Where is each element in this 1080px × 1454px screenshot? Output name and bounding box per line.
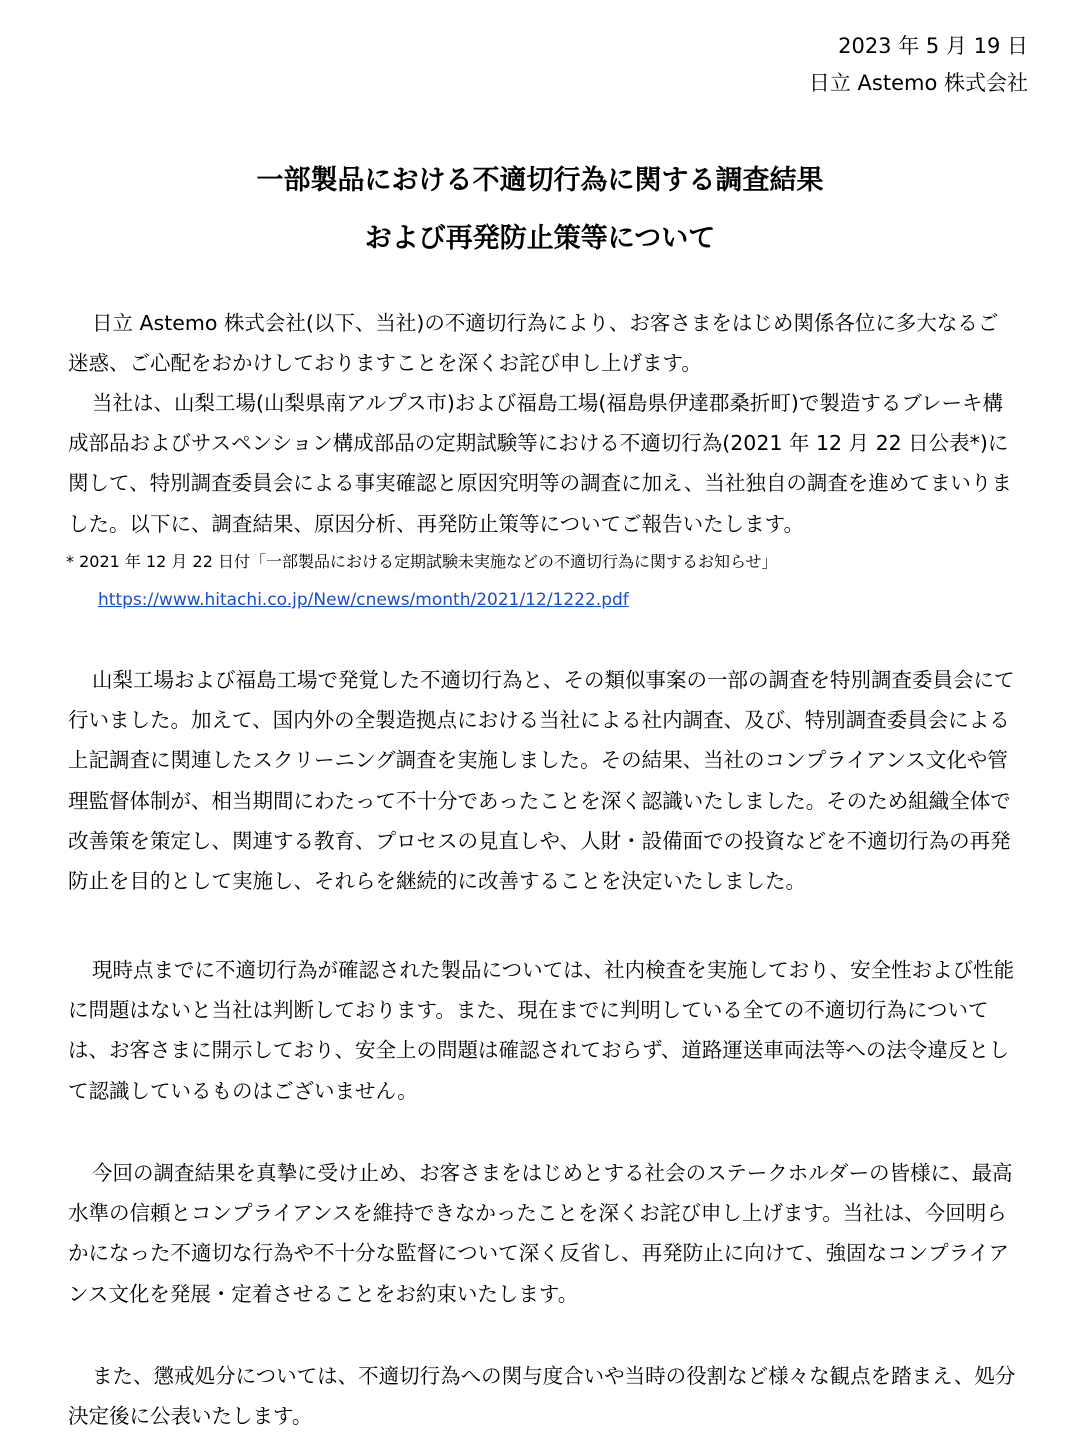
header-block xyxy=(809,28,1028,102)
title-line-2: および再発防止策等について xyxy=(364,223,716,254)
title-line-1: 一部製品における不適切行為に関する調査結果 xyxy=(256,165,824,196)
paragraph-commitment: 今回の調査結果を真摯に受け止め、お客さまをはじめとする社会のステークホルダーの皆様に、最高水準の信頼とコンプライアンスを維持できなかったことを深くお詫び申し上げます。当社は、今回明らかになった不適切な行為や不十分な監督について深く反省し、再発防止に向けて、強固なコンプライアンス文化を発展・定着させることをお約束いたします。 xyxy=(68,1161,1013,1306)
footnote-link[interactable]: https://www.hitachi.co.jp/New/cnews/month/2021/12/1222.pdf xyxy=(98,590,629,610)
document-title xyxy=(0,152,1080,268)
company-name: 日立 Astemo 株式会社 xyxy=(808,71,1028,95)
footnote-text: * 2021 年 12 月 22 日付「一部製品における定期試験未実施などの不適切行為に関するお知らせ」 xyxy=(66,552,778,571)
release-date: 2023 年 5 月 19 日 xyxy=(838,34,1028,58)
paragraph-disciplinary: また、懲戒処分については、不適切行為への関与度合いや当時の役割など様々な観点を踏まえ、処分決定後に公表いたします。 xyxy=(68,1364,1016,1429)
paragraph-apology: 日立 Astemo 株式会社(以下、当社)の不適切行為により、お客さまをはじめ関係各位に多大なるご迷惑、ご心配をおかけしておりますことを深くお詫び申し上げます。 xyxy=(68,311,999,376)
paragraph-safety: 現時点までに不適切行為が確認された製品については、社内検査を実施しており、安全性および性能に問題はないと当社は判断しております。また、現在までに判明している全ての不適切行為については、お客さまに開示しており、安全上の問題は確認されておらず、道路運送車両法等への法令違反として認識しているものはございません。 xyxy=(68,958,1015,1103)
paragraph-investigation: 当社は、山梨工場(山梨県南アルプス市)および福島工場(福島県伊達郡桑折町)で製造するブレーキ構成部品およびサスペンション構成部品の定期試験等における不適切行為(2021 年 12 月 22 日公表*)に関して、特別調査委員会による事実確認と原因究明等の調査に加え、当社独自の調査を進めてまいりました。以下に、調査結果、原因分析、再発防止策等についてご報告いたします。 xyxy=(68,391,1012,536)
paragraph-findings: 山梨工場および福島工場で発覚した不適切行為と、その類似事案の一部の調査を特別調査委員会にて行いました。加えて、国内外の全製造拠点における当社による社内調査、及び、特別調査委員会による上記調査に関連したスクリーニング調査を実施しました。その結果、当社のコンプライアンス文化や管理監督体制が、相当期間にわたって不十分であったことを深く認識いたしました。そのため組織全体で改善策を策定し、関連する教育、プロセスの見直しや、人財・設備面での投資などを不適切行為の再発防止を目的として実施し、それらを継続的に改善することを決定いたしました。 xyxy=(68,668,1015,894)
